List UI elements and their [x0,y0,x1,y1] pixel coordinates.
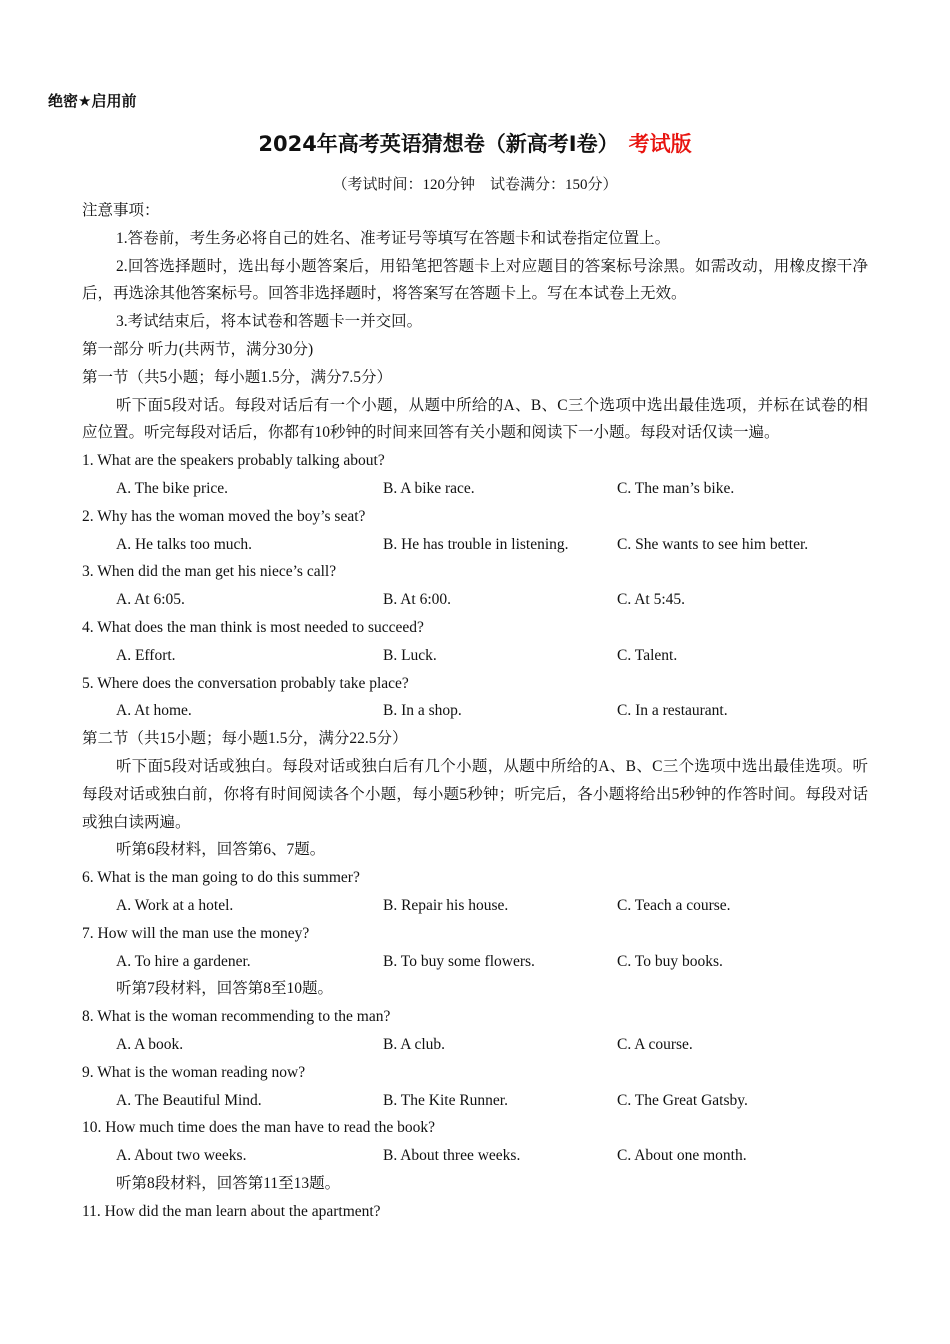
question-options [82,892,868,920]
option-c: C. About one month. [617,1147,747,1165]
section1-instructions: 听下面5段对话。每段对话后有一个小题，从题中所给的A、B、C三个选项中选出最佳选项，并标在试卷的相应位置。听完每段对话后，你都有10秒钟的时间来回答有关小题和阅读下一小题。每段对话仅读一遍。 [82,396,868,442]
exam-content [82,197,868,1225]
question-options [82,697,868,725]
option-b: B. Luck. [383,646,437,664]
question-stem: 5. Where does the conversation probably take place? [82,674,409,692]
question-options [82,475,868,503]
secret-label: 绝密★启用前 [48,92,137,110]
question-stem: 4. What does the man think is most needed to succeed? [82,618,424,636]
option-a: A. Work at a hotel. [116,896,234,914]
material-note: 听第6段材料，回答第6、7题。 [116,841,326,859]
option-b: B. The Kite Runner. [383,1091,508,1109]
note-item: 2.回答选择题时，选出每小题答案后，用铅笔把答题卡上对应题目的答案标号涂黑。如需改动，用橡皮擦干净后，再选涂其他答案标号。回答非选择题时，将答案写在答题卡上。写在本试卷上无效。 [82,257,868,303]
option-a: A. About two weeks. [116,1147,247,1165]
question-options [82,642,868,670]
option-a: A. To hire a gardener. [116,952,251,970]
option-b: B. A bike race. [383,479,475,497]
question-options [82,1031,868,1059]
notes-heading: 注意事项： [82,202,160,219]
question-stem: 10. How much time does the man have to read the book? [82,1119,435,1137]
section2-heading: 第二节（共15小题；每小题1.5分，满分22.5分） [82,730,408,748]
question-stem: 2. Why has the woman moved the boy’s seat? [82,507,366,525]
exam-title [0,128,950,158]
note-item: 3.考试结束后，将本试卷和答题卡一并交回。 [116,313,423,331]
option-c: C. To buy books. [617,952,723,970]
question-stem: 8. What is the woman recommending to the man? [82,1008,391,1026]
option-b: B. Repair his house. [383,896,509,914]
option-a: A. A book. [116,1035,184,1053]
option-a: A. At 6:05. [116,591,185,609]
option-b: B. At 6:00. [383,591,452,609]
option-b: B. About three weeks. [383,1147,521,1165]
question-options [82,531,868,559]
material-note: 听第7段材料，回答第8至10题。 [116,980,334,998]
option-b: B. In a shop. [383,702,462,720]
option-c: C. She wants to see him better. [617,535,809,553]
question-stem: 1. What are the speakers probably talking about? [82,452,385,470]
option-b: B. To buy some flowers. [383,952,535,970]
option-a: A. The bike price. [116,479,229,497]
exam-title-text: 2024年高考英语猜想卷（新高考Ⅰ卷） [258,132,619,156]
exam-version-tag: 考试版 [628,132,692,156]
option-c: C. The Great Gatsby. [617,1091,748,1109]
option-c: C. At 5:45. [617,591,686,609]
section1-heading: 第一节（共5小题；每小题1.5分，满分7.5分） [82,368,393,386]
option-a: A. Effort. [116,646,176,664]
option-c: C. Teach a course. [617,896,731,914]
material-note: 听第8段材料，回答第11至13题。 [116,1174,341,1192]
option-c: C. Talent. [617,646,678,664]
note-item: 1.答卷前，考生务必将自己的姓名、准考证号等填写在答题卡和试卷指定位置上。 [116,229,671,247]
option-b: B. He has trouble in listening. [383,535,569,553]
question-stem: 7. How will the man use the money? [82,924,310,942]
question-stem: 3. When did the man get his niece’s call? [82,563,337,581]
option-a: A. The Beautiful Mind. [116,1091,262,1109]
question-stem: 9. What is the woman reading now? [82,1063,306,1081]
option-c: C. The man’s bike. [617,479,735,497]
question-options [82,948,868,976]
question-stem: 6. What is the man going to do this summer? [82,869,360,887]
option-b: B. A club. [383,1035,446,1053]
option-a: A. At home. [116,702,192,720]
exam-info: （考试时间：120分钟 试卷满分：150分） [332,177,618,193]
option-a: A. He talks too much. [116,535,253,553]
section2-instructions: 听下面5段对话或独白。每段对话或独白后有几个小题，从题中所给的A、B、C三个选项中选出最佳选项。听每段对话或独白前，你将有时间阅读各个小题，每小题5秒钟；听完后，各小题将给出5秒钟的作答时间。每段对话或独白读两遍。 [82,757,868,831]
question-options [82,586,868,614]
part1-heading: 第一部分 听力(共两节，满分30分) [82,340,314,358]
question-options [82,1087,868,1115]
question-stem: 11. How did the man learn about the apartment? [82,1202,381,1220]
question-options [82,1142,868,1170]
option-c: C. A course. [617,1035,693,1053]
option-c: C. In a restaurant. [617,702,728,720]
